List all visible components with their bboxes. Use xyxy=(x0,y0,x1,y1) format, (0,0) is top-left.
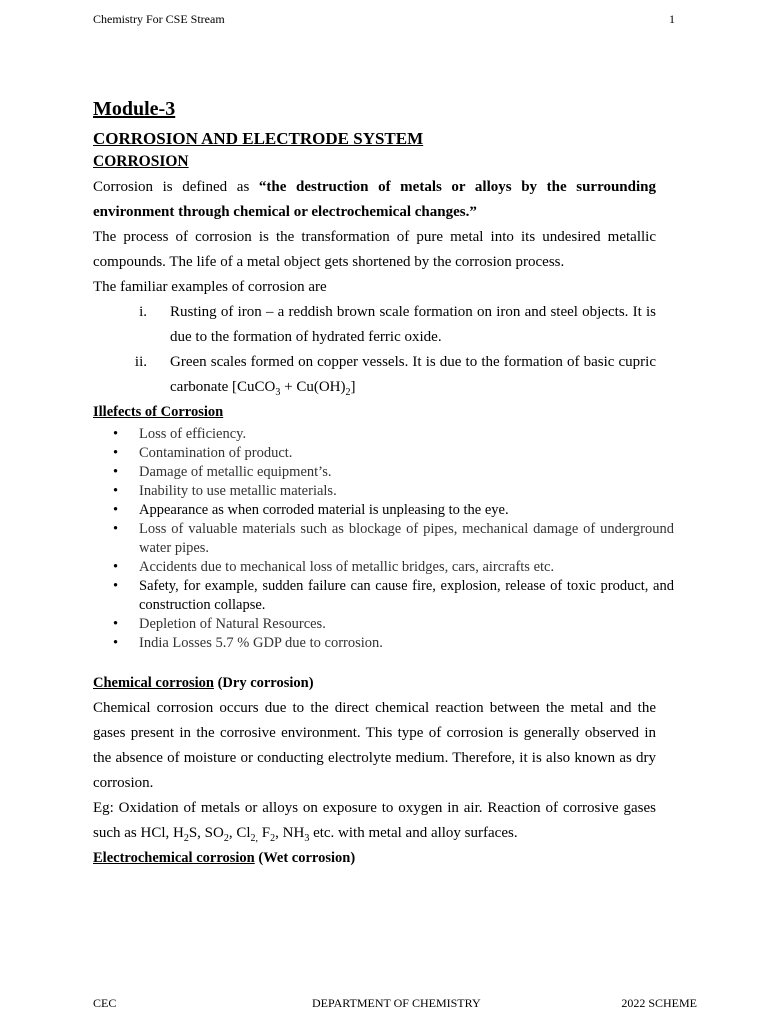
bullet-icon: • xyxy=(113,464,119,480)
list-item: • Accidents due to mechanical loss of metallic bridges, cars, aircrafts etc. xyxy=(113,559,555,575)
bullet-icon: • xyxy=(113,426,119,442)
module-title: Module-3 xyxy=(93,98,176,120)
illeffects-title: Illefects of Corrosion xyxy=(93,404,224,420)
list-item: • Depletion of Natural Resources. xyxy=(113,616,326,632)
bullet-icon: • xyxy=(113,502,119,518)
list-item: • Damage of metallic equipment’s. xyxy=(113,464,332,480)
footer-left: CEC xyxy=(93,996,117,1010)
list-item: • India Losses 5.7 % GDP due to corrosion. xyxy=(113,635,383,651)
chemical-corrosion-example: Eg: Oxidation of metals or alloys on exposure to oxygen in air. Reaction of corrosive gases such as HCl, $H_2S$, $SO_2$, $Cl_{2,}$ $F_2$, $NH_3$ etc. with metal and alloy surfaces. xyxy=(93,800,656,844)
electrochemical-corrosion-heading: Electrochemical corrosion (Wet corrosion) xyxy=(93,850,356,866)
definition-paragraph xyxy=(93,175,656,225)
process-paragraph: The process of corrosion is the transformation of pure metal into its undesired metallic compounds. The life of a metal object gets shortened by the corrosion process. xyxy=(93,229,656,270)
chemical-corrosion-paragraph: Chemical corrosion occurs due to the direct chemical reaction between the metal and the gases present in the corrosive environment. This type of corrosion is generally observed in the absence of moisture or conducting electrolyte medium. Therefore, it is also known as dry corrosion. xyxy=(93,700,656,791)
definition-prefix: Corrosion is defined as xyxy=(93,179,259,195)
page-footer xyxy=(93,996,697,1011)
page-number: 1 xyxy=(669,12,675,26)
bullet-icon: • xyxy=(113,445,119,461)
examples-intro: The familiar examples of corrosion are xyxy=(93,279,327,295)
illeffects-list xyxy=(93,425,674,653)
footer-center: DEPARTMENT OF CHEMISTRY xyxy=(312,996,481,1010)
list-item: • Appearance as when corroded material is unpleasing to the eye. xyxy=(113,502,509,518)
list-number: i. xyxy=(139,304,147,320)
footer-right: 2022 SCHEME xyxy=(621,996,697,1010)
bullet-icon: • xyxy=(113,578,119,594)
header-title: Chemistry For CSE Stream xyxy=(93,12,225,26)
bullet-icon: • xyxy=(113,483,119,499)
list-item: • Loss of valuable materials such as blockage of pipes, mechanical damage of underground water pipes. xyxy=(113,521,674,556)
bullet-icon: • xyxy=(113,521,119,537)
list-item: • Contamination of product. xyxy=(113,445,293,461)
list-text: Green scales formed on copper vessels. It is due to the formation of basic cupric carbonate [CuCO$_3$ + $Cu(OH)_2$] xyxy=(170,354,656,398)
section-title: CORROSION xyxy=(93,153,189,170)
bullet-icon: • xyxy=(113,635,119,651)
page-content xyxy=(93,98,674,871)
page-header xyxy=(93,12,675,27)
chapter-title: CORROSION AND ELECTRODE SYSTEM xyxy=(93,129,424,148)
list-item: • Loss of efficiency. xyxy=(113,426,247,442)
examples-list xyxy=(93,300,656,400)
definition-bold: “the destruction of metals or alloys by the surrounding environment through chemical or electrochemical changes.” xyxy=(93,179,656,220)
list-item xyxy=(93,300,656,350)
bullet-icon: • xyxy=(113,616,119,632)
list-item xyxy=(93,350,656,400)
chemical-corrosion-heading: Chemical corrosion (Dry corrosion) xyxy=(93,675,314,691)
list-text: Rusting of iron – a reddish brown scale formation on iron and steel objects. It is due to the formation of hydrated ferric oxide. xyxy=(170,304,656,345)
list-item: • Safety, for example, sudden failure can cause fire, explosion, release of toxic product, and construction collapse. xyxy=(113,578,674,613)
list-number: ii. xyxy=(134,354,147,370)
bullet-icon: • xyxy=(113,559,119,575)
list-item: • Inability to use metallic materials. xyxy=(113,483,337,499)
